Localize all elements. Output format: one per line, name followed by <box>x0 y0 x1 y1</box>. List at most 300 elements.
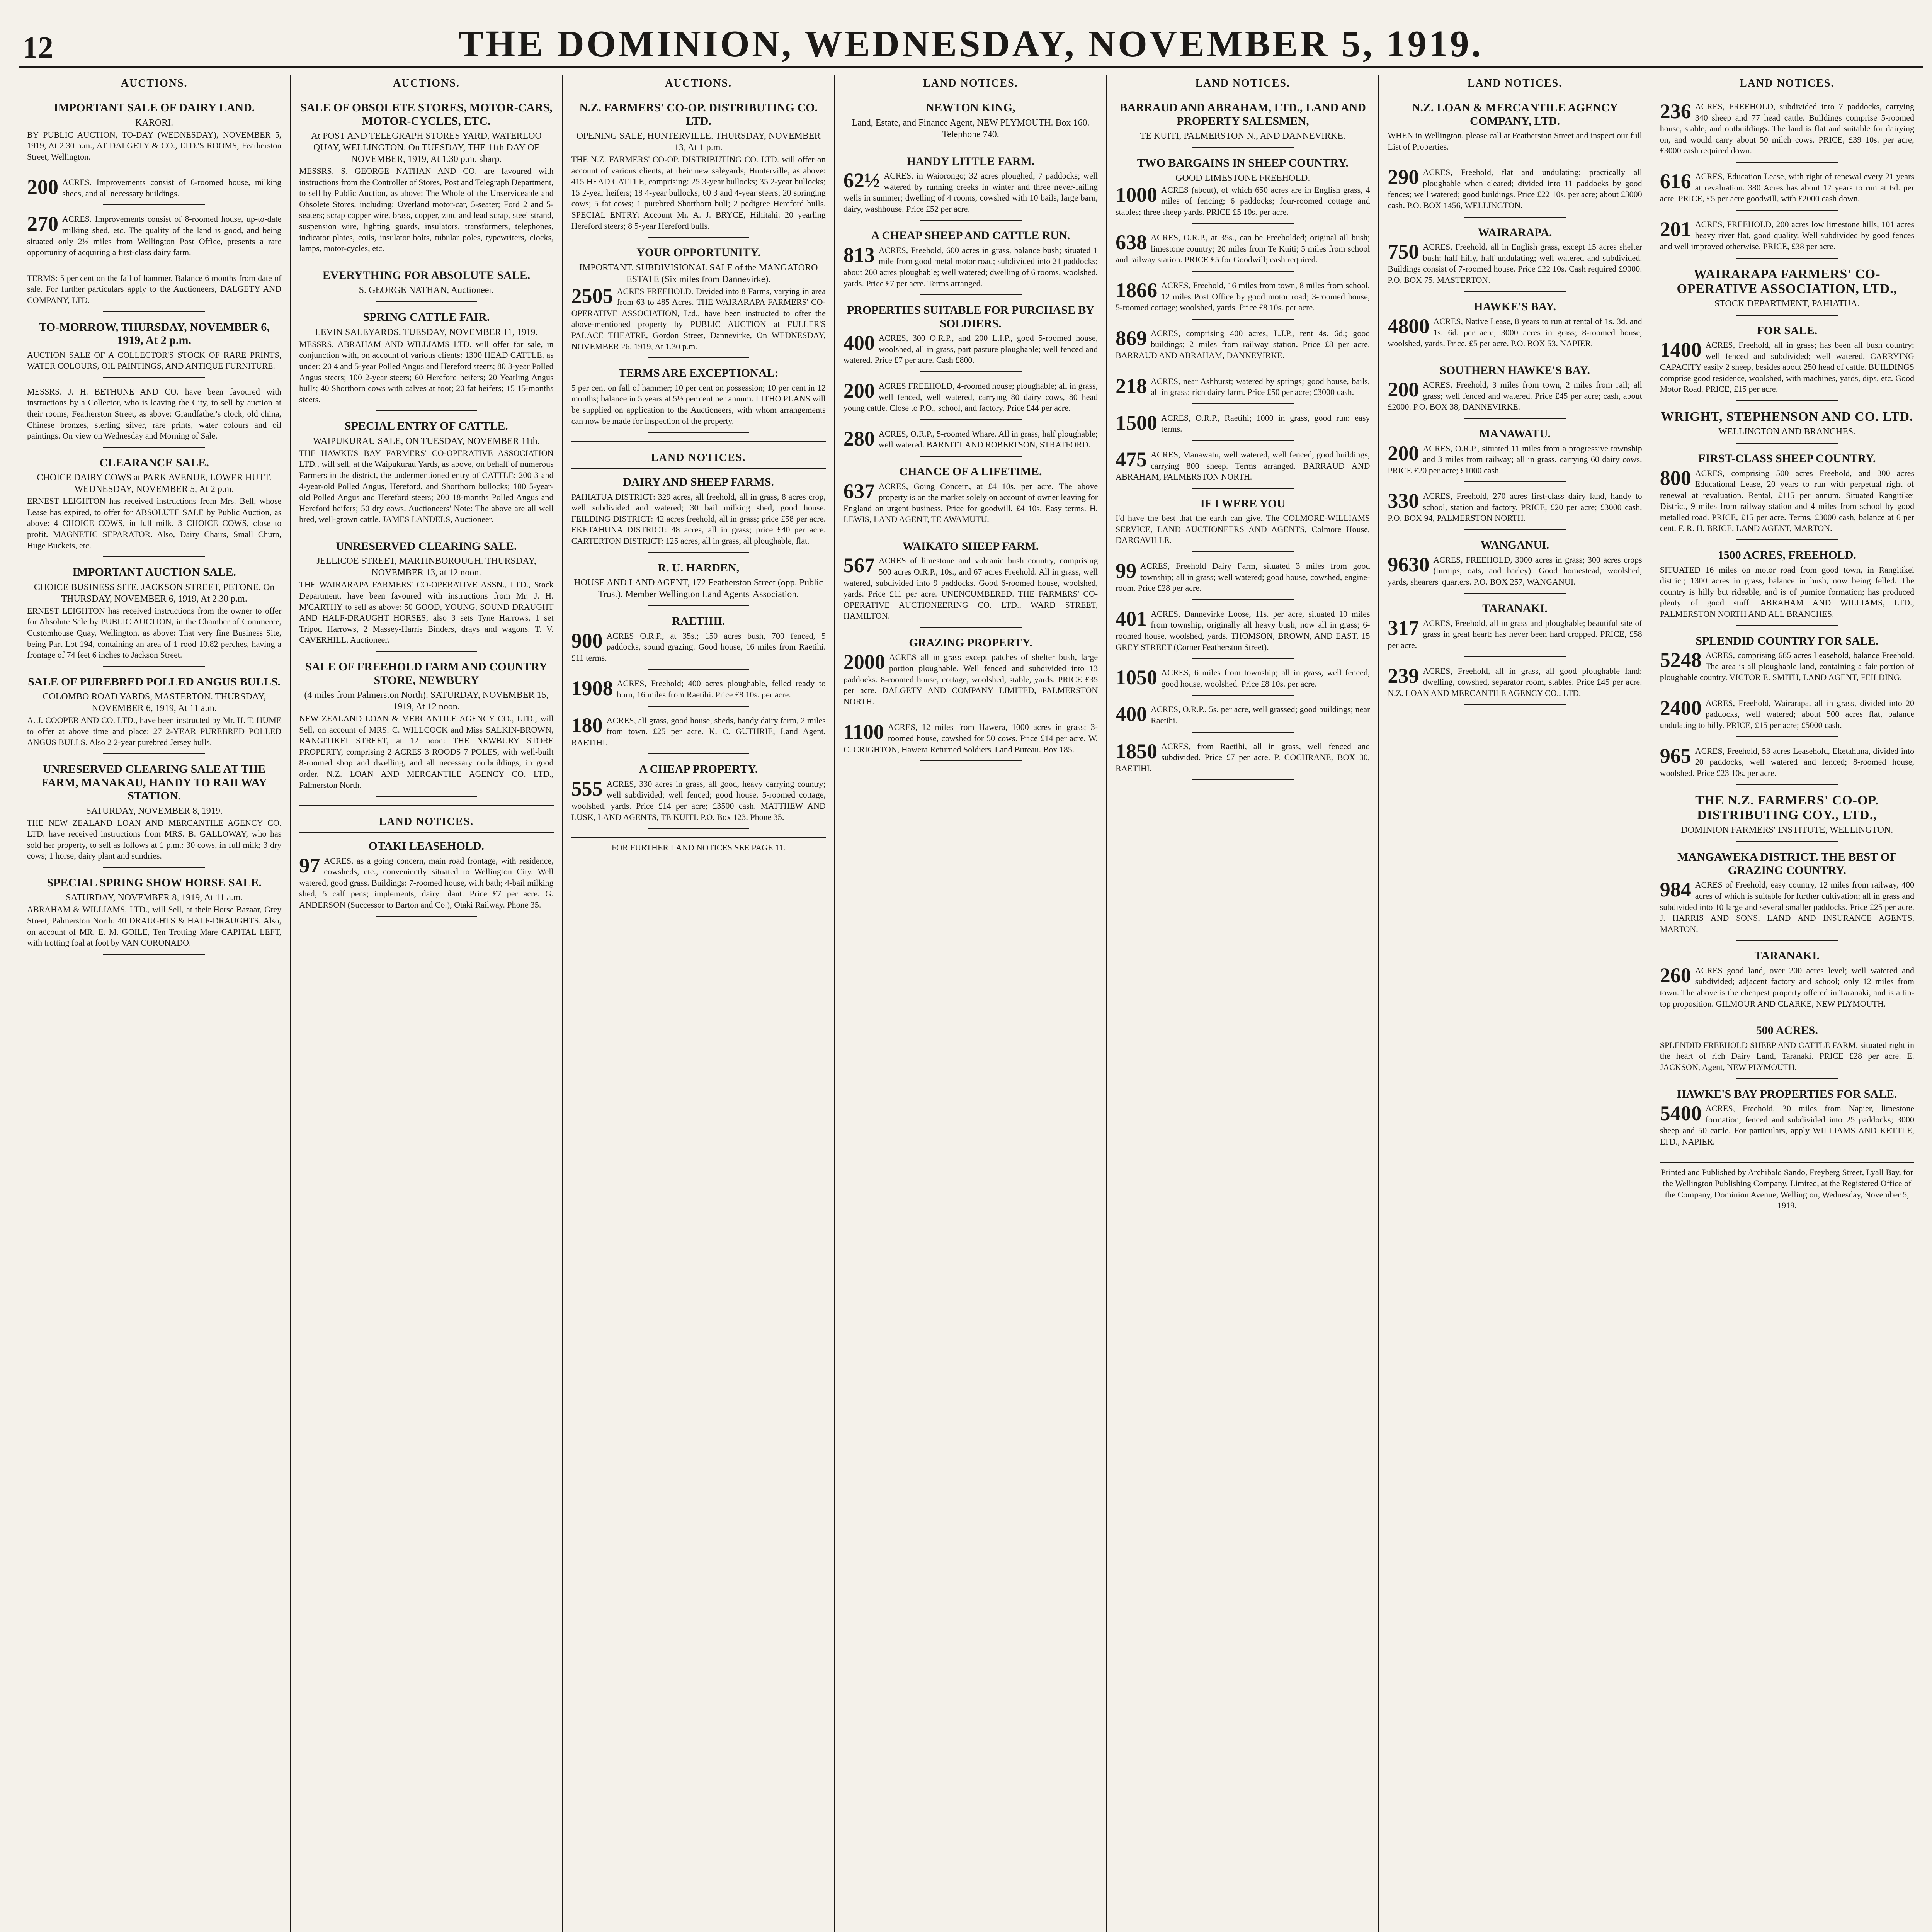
ad-body <box>1388 167 1642 211</box>
acreage-figure: 1000 <box>1116 183 1158 206</box>
ad-text: ACRES, Freehold, 53 acres Leasehold, Eketahuna, divided into 20 paddocks, well watered and fenced; 8-roomed house, woolshed. Price £23 10s. per acre. <box>1660 746 1914 778</box>
ad-title: SALE OF PUREBRED POLLED ANGUS BULLS. <box>28 675 281 688</box>
acreage-figure: 567 <box>843 554 875 577</box>
ad-divider <box>376 301 477 302</box>
acreage-figure: 218 <box>1116 374 1147 398</box>
advertiser-banner: WAIRARAPA FARMERS' CO-OPERATIVE ASSOCIATION, LTD., <box>1677 267 1898 296</box>
ad-subtitle: SATURDAY, NOVEMBER 8, 1919. <box>86 806 223 816</box>
section-rule <box>299 805 553 806</box>
ad-divider <box>1736 210 1838 211</box>
advertisement <box>27 763 281 868</box>
ad-text: ACRES, Freehold, all in English grass, except 15 acres shelter bush; half hilly, half undulating; well watered and subdivided. Buildings consist of 7-roomed house. Price £22 10s. Cash required £9000. P.O. BOX 75. MASTERTON. <box>1388 242 1642 285</box>
ad-body <box>844 429 1098 451</box>
ad-divider <box>1464 704 1566 705</box>
ad-subtitle: STOCK DEPARTMENT, PAHIATUA. <box>1714 298 1860 309</box>
advertisement <box>571 678 826 706</box>
ad-title: OTAKI LEASEHOLD. <box>368 840 485 853</box>
acreage-figure: 99 <box>1116 559 1137 583</box>
ad-text: ACRES, Going Concern, at £4 10s. per acre. The above property is on the market solely on account of owner leaving for England on urgent business. Price for goodwill, £4 10s. Easy terms. H. LEWIS, LAND AGENT, TE AWAMUTU. <box>843 481 1098 524</box>
ad-subtitle: HOUSE AND LAND AGENT, 172 Featherston Street (opp. Public Trust). Member Wellington Land Agents' Association. <box>574 578 823 600</box>
advertisement <box>1660 452 1914 540</box>
acreage-figure: 5400 <box>1660 1102 1702 1125</box>
ad-subtitle: JELLICOE STREET, MARTINBOROUGH. THURSDAY, NOVEMBER 13, at 12 noon. <box>316 556 536 578</box>
ad-text: ACRES, O.R.P., 5-roomed Whare. All in grass, half ploughable; well watered. BARNITT AND ROBERTSON, STRATFORD. <box>878 429 1098 450</box>
ad-title: EVERYTHING FOR ABSOLUTE SALE. <box>322 269 531 282</box>
ad-body <box>844 333 1098 366</box>
ad-body <box>1660 879 1914 935</box>
ad-body <box>1116 376 1370 398</box>
ad-text: ACRES, Freehold, Wairarapa, all in grass, divided into 20 paddocks, well watered; about 500 acres flat, balance undulating to hilly. PRICE, £15 per acre; £5000 cash. <box>1660 698 1914 730</box>
column-heading: LAND NOTICES. <box>844 75 1098 94</box>
ad-divider <box>1736 400 1838 401</box>
ad-body <box>1660 219 1914 252</box>
ad-text: ACRES, 12 miles from Hawera, 1000 acres in grass; 3-roomed house, cowshed for 50 cows. Price £14 per acre. W. C. CRIGHTON, Hawera Returned Soldiers' Land Bureau. Box 185. <box>843 722 1098 754</box>
advertisement <box>844 540 1098 628</box>
ad-divider <box>648 753 749 754</box>
ad-title: HAWKE'S BAY PROPERTIES FOR SALE. <box>1677 1087 1897 1100</box>
ad-body <box>1660 650 1914 683</box>
ad-divider <box>103 311 205 312</box>
ad-body <box>1116 561 1370 594</box>
column-3 <box>563 75 835 1932</box>
ad-text: ACRES, Freehold, flat and undulating; practically all ploughable when cleared; divided into 11 paddocks by good fences; well watered; good buildings. Price £22 10s. per acre; about £3000 cash. P.O. BOX 1456, WELLINGTON. <box>1388 167 1642 210</box>
ad-body <box>1660 746 1914 779</box>
ad-subtitle: (4 miles from Palmerston North). SATURDAY, NOVEMBER 15, 1919, At 12 noon. <box>304 690 549 712</box>
advertisement <box>844 722 1098 761</box>
acreage-figure: 900 <box>571 629 603 652</box>
ad-text: ACRES, Native Lease, 8 years to run at rental of 1s. 3d. and 1s. 6d. per acre; 3000 acres in grass; 8-roomed house, woolshed, yards. Price, £5 per acre. P.O. BOX 53. NAPIER. <box>1388 316 1642 349</box>
ad-divider <box>1192 147 1294 148</box>
ad-divider <box>1464 418 1566 419</box>
ad-divider <box>1736 625 1838 626</box>
ad-text: ACRES, Freehold, 600 acres in grass, balance bush; situated 1 mile from good metal motor road; subdivided into 21 paddocks; about 200 acres ploughable; well watered; dwelling of 6 rooms, woolshed, yards. Price £7 per acre. Terms arranged. <box>843 245 1098 288</box>
ad-divider <box>103 666 205 667</box>
ad-text: ACRES (about), of which 650 acres are in English grass, 4 miles of fencing; 6 paddocks; four-roomed cottage and stables; three sheep yards. PRICE £5 10s. per acre. <box>1116 185 1370 217</box>
ad-divider <box>1192 223 1294 224</box>
ad-divider <box>1192 599 1294 600</box>
ad-title: HANDY LITTLE FARM. <box>906 155 1035 168</box>
ad-divider <box>1192 403 1294 404</box>
acreage-figure: 1400 <box>1660 338 1702 362</box>
ad-title: R. U. HARDEN, <box>658 561 740 574</box>
ad-text: ACRES, Freehold, 270 acres first-class dairy land, handy to school, station and factory. PRICE, £20 per acre; £3000 cash. P.O. BOX 94, PALMERSTON NORTH. <box>1388 491 1642 523</box>
ad-divider <box>920 627 1021 628</box>
ad-divider <box>103 204 205 205</box>
ad-text: ACRES of limestone and volcanic bush country, comprising 500 acres O.R.P., 10s., and 67 acres Freehold. All in grass, well watered, subdivided into 9 paddocks. Good 6-roomed house, woolshed, yards. Price £11 per acre. UNENCUMBERED. THE FARMERS' CO-OPERATIVE AUCTIONEERING CO. LTD., WARD STREET, HAMILTON. <box>843 556 1098 621</box>
advertisement <box>1388 427 1642 482</box>
ad-title: 1500 ACRES, FREEHOLD. <box>1718 549 1857 562</box>
ad-text: ACRES all in grass except patches of shelter bush, large portion ploughable. Well fenced and subdivided into 13 paddocks. 8-roomed house, cottage, woolshed, stable, yards. PRICE £35 per acre. DALGETY AND COMPANY LIMITED, PALMERSTON NORTH. <box>843 652 1098 706</box>
ad-text: THE WAIRARAPA FARMERS' CO-OPERATIVE ASSN., LTD., Stock Department, have been favoured with instructions from Mr. J. H. M'CARTHY to sell as above: 50 GOOD, YOUNG, SOUND DRAUGHT AND HALF-DRAUGHT HORSES; also 3 sets Tyne Harrows, 1 set Tripod Harrows, 2 Massey-Harris Binders, drays and wagons. T. V. CAVERHILL, Auctioneer. <box>299 580 554 645</box>
advertisement <box>571 367 826 433</box>
ad-divider <box>1192 732 1294 733</box>
advertisement <box>844 636 1098 713</box>
acreage-figure: 965 <box>1660 744 1691 767</box>
ad-divider <box>648 237 749 238</box>
ad-text: ACRES, 300 O.R.P., and 200 L.I.P., good 5-roomed house, woolshed, all in grass, part pasture ploughable; well fenced and watered. Price £7 per acre. Cash £800. <box>843 333 1098 365</box>
ad-divider <box>103 753 205 754</box>
ad-body <box>27 496 281 551</box>
advertisement <box>27 273 281 312</box>
advertisement <box>299 420 553 531</box>
ad-body <box>571 779 826 823</box>
ad-divider <box>648 552 749 553</box>
acreage-figure: 9630 <box>1388 553 1430 576</box>
ad-body <box>1116 232 1370 265</box>
ad-divider <box>920 419 1021 420</box>
ad-subtitle: IMPORTANT. SUBDIVISIONAL SALE of the MANGATORO ESTATE (Six miles from Dannevirke). <box>579 262 818 284</box>
section-heading: LAND NOTICES. <box>299 813 553 833</box>
ad-body <box>1660 965 1914 1009</box>
ad-text: ACRES, FREEHOLD, 3000 acres in grass; 300 acres crops (turnips, oats, and barley). Good homestead, woolshed, yards, shearers' quarters. P.O. BOX 257, WANGANUI. <box>1388 554 1642 587</box>
advertisement <box>1388 101 1642 158</box>
ad-title: DAIRY AND SHEEP FARMS. <box>623 476 774 489</box>
ad-title: A CHEAP PROPERTY. <box>639 763 758 776</box>
acreage-figure: 401 <box>1116 607 1147 630</box>
ad-body <box>27 715 281 748</box>
ad-text: NEW ZEALAND LOAN & MERCANTILE AGENCY CO., LTD., will Sell, on account of MRS. C. WILLCOCK and Miss SALKIN-BROWN, RANGITIKEI STREET, at 12 noon: THE NEWBURY STORE PROPERTY, comprising 2 ACRES 3 ROODS 7 POLES, with well-built 8-roomed shop and dwelling, and all necessary outbuildings, in good order. N.Z. LOAN AND MERCANTILE AGENCY CO. LTD., Palmerston North. <box>299 714 554 790</box>
ad-body <box>571 715 826 748</box>
ad-text: THE HAWKE'S BAY FARMERS' CO-OPERATIVE ASSOCIATION LTD., will sell, at the Waipukurau Yards, as above, on behalf of numerous Farmers in the district, the undermentioned entry of CATTLE: 200 3 and 4-year-old Polled Angus, Hereford, and Shorthorn bullocks; 100 5-year-old Polled Angus and Hereford steers; 200 18-months Polled Angus and Hereford heifers; 50 dry cows. Auctioneers' Note: The above are all well bred, well-grown cattle. JAMES LANDELS, Auctioneer. <box>299 448 554 524</box>
ad-text: MESSRS. ABRAHAM AND WILLIAMS LTD. will offer for sale, in conjunction with, on account of various clients: 1300 HEAD CATTLE, as under: 20 4 and 5-year Polled Angus and Hereford steers; 80 3-year Polled Angus steers; 100 2-year steers; 60 Hereford heifers; 20 Yearling Angus bulls; 40 Shorthorn cows with calves at foot; 20 fat heifers; 15 15-months steers. <box>299 339 554 404</box>
ad-divider <box>1736 162 1838 163</box>
advertisement <box>1116 101 1370 148</box>
advertisement <box>1116 413 1370 441</box>
acreage-figure: 200 <box>1388 441 1419 465</box>
ad-body <box>1116 328 1370 361</box>
acreage-figure: 400 <box>843 331 875 355</box>
ad-text: ACRES, O.R.P., at 35s., can be Freeholded; original all bush; limestone country; 20 miles from Te Kuiti; 5 miles from school and railway station. PRICE £5 for Goodwill; cash required. <box>1116 233 1370 265</box>
ad-body <box>1388 491 1642 524</box>
ad-title: IMPORTANT AUCTION SALE. <box>72 566 236 579</box>
ad-title: FIRST-CLASS SHEEP COUNTRY. <box>1698 452 1876 465</box>
ad-divider <box>648 706 749 707</box>
ad-divider <box>1736 1078 1838 1079</box>
acreage-figure: 2505 <box>571 284 613 308</box>
ad-title: FOR SALE. <box>1757 324 1818 337</box>
advertisement <box>844 381 1098 420</box>
advertisement <box>27 876 281 955</box>
ad-title: SPRING CATTLE FAIR. <box>363 311 490 324</box>
column-heading: AUCTIONS. <box>27 75 281 94</box>
advertisement <box>844 304 1098 372</box>
ad-title: A CHEAP SHEEP AND CATTLE RUN. <box>871 229 1070 242</box>
ad-title: CLEARANCE SALE. <box>99 456 209 469</box>
ad-text: WHEN in Wellington, please call at Featherston Street and inspect our full List of Properties. <box>1388 131 1642 151</box>
advertisement <box>1660 850 1914 941</box>
ad-subtitle: COLOMBO ROAD YARDS, MASTERTON. THURSDAY, NOVEMBER 6, 1919, At 11 a.m. <box>43 692 266 714</box>
column-container <box>19 75 1923 1932</box>
ad-text: ACRES, Freehold, all in grass and ploughable; beautiful site of grass in great heart; has never been hard cropped. PRICE, £58 per acre. <box>1388 618 1642 650</box>
advertisement <box>844 465 1098 531</box>
ad-text: TERMS: 5 per cent on the fall of hammer. Balance 6 months from date of sale. For further particulars apply to the Auctioneers, DALGETY AND COMPANY, LTD. <box>27 273 282 305</box>
acreage-figure: 638 <box>1116 231 1147 254</box>
ad-body <box>571 286 826 352</box>
advertisement <box>1388 364 1642 419</box>
advertisement <box>27 456 281 557</box>
acreage-figure: 800 <box>1660 466 1691 490</box>
ad-body <box>299 448 553 525</box>
ad-body <box>844 170 1098 214</box>
advertisement <box>571 561 826 607</box>
ad-divider <box>648 432 749 433</box>
ad-text: ACRES, comprising 685 acres Leasehold, balance Freehold. The area is all ploughable land, containing a fair portion of ploughable country. VICTOR E. SMITH, LAND AGENT, FEILDING. <box>1660 650 1914 682</box>
acreage-figure: 475 <box>1116 448 1147 471</box>
ad-text: ERNEST LEIGHTON has received instructions from the owner to offer for Absolute Sale by PUBLIC AUCTION, in the Chamber of Commerce, Customhouse Quay, Wellington, as above: That very fine Business Site, being Part Lot 194, containing an area of 1 rood 10.82 perches, having a frontage of 74 feet 6 inches to Jackson Street. <box>27 605 282 660</box>
ad-subtitle: OPENING SALE, HUNTERVILLE. THURSDAY, NOVEMBER 13, At 1 p.m. <box>576 131 821 153</box>
acreage-figure: 62½ <box>843 169 880 192</box>
advertisement <box>27 214 281 264</box>
column-2 <box>291 75 563 1932</box>
ad-body <box>27 904 281 948</box>
ad-title: SPECIAL SPRING SHOW HORSE SALE. <box>47 876 262 889</box>
ad-text: SITUATED 16 miles on motor road from good town, in Rangitikei district; 1300 acres in grass, balance in bush, now being felled. The country is hilly but rideable, and is of pumice formation; has produced plenty of good stuff. ABRAHAM AND WILLIAMS, LTD., PALMERSTON NORTH AND ALL BRANCHES. <box>1660 565 1914 619</box>
ad-body <box>27 214 281 258</box>
advertisement <box>1116 741 1370 781</box>
page-number: 12 <box>22 31 53 65</box>
ad-divider <box>103 447 205 448</box>
ad-subtitle: KARORI. <box>135 117 173 128</box>
advertisement <box>1116 232 1370 272</box>
ad-body <box>1388 443 1642 476</box>
ad-divider <box>1192 779 1294 780</box>
advertisement <box>1388 666 1642 705</box>
advertisement <box>1660 324 1914 401</box>
advertisement <box>299 311 553 411</box>
ad-divider <box>648 357 749 358</box>
advertisement <box>571 101 826 238</box>
ad-title: RAETIHI. <box>672 615 725 628</box>
ad-text: ACRES, FREEHOLD, subdivided into 7 paddocks, carrying 340 sheep and 77 head cattle. Buildings comprise 5-roomed house, stable, and outbuildings. The land is flat and suitable for dairying on, and would carry about 50 milch cows. PRICE, £39 10s. per acre; £3000 cash required down. <box>1660 102 1914 156</box>
ad-title: N.Z. LOAN & MERCANTILE AGENCY COMPANY, LTD. <box>1412 101 1618 128</box>
ad-body <box>1660 565 1914 620</box>
advertisement <box>1116 497 1370 552</box>
ad-divider <box>1736 736 1838 737</box>
advertisement <box>1116 561 1370 600</box>
ad-text: ACRES, FREEHOLD, 200 acres low limestone hills, 101 acres heavy river flat, good quality. Well subdivided by good fences and well improved otherwise. PRICE, £38 per acre. <box>1660 219 1914 251</box>
ad-title: SALE OF FREEHOLD FARM AND COUNTRY STORE, NEWBURY <box>305 660 548 687</box>
acreage-figure: 1850 <box>1116 739 1158 763</box>
ad-body <box>299 339 553 405</box>
advertisement <box>1660 171 1914 211</box>
ad-title: BARRAUD AND ABRAHAM, LTD., LAND AND PROPERTY SALESMEN, <box>1119 101 1366 128</box>
advertisement <box>1116 609 1370 659</box>
column-footer: FOR FURTHER LAND NOTICES SEE PAGE 11. <box>571 837 826 854</box>
acreage-figure: 270 <box>27 212 58 236</box>
advertisement <box>1660 1088 1914 1154</box>
ad-text: ACRES, as a going concern, main road frontage, with residence, cowsheds, etc., conveniently situated to Wellington City. Well watered, good grass. Buildings: 7-roomed house, with bath; 4-bail milking shed, 5 calf pens; implements, dairy plant. Price £7 per acre. G. ANDERSON (Successor to Barton and Co.), Otaki Railway. Phone 35. <box>299 855 554 910</box>
ad-text: ACRES, near Ashhurst; watered by springs; good house, bails, all in grass; rich dairy farm. Price £50 per acre; £3000 cash. <box>1151 376 1370 397</box>
ad-title: TARANAKI. <box>1482 602 1548 615</box>
ad-title: HAWKE'S BAY. <box>1474 300 1556 313</box>
advertisement <box>27 675 281 754</box>
advertisement <box>1116 156 1370 224</box>
ad-text: ACRES, Freehold, 16 miles from town, 8 miles from school, 12 miles Post Office by good motor road; 3-roomed house, 5-roomed cottage; woolshed, yards. Price £8 10s. per acre. <box>1116 281 1370 313</box>
ad-subtitle: DOMINION FARMERS' INSTITUTE, WELLINGTON. <box>1681 825 1893 835</box>
ad-divider <box>1736 443 1838 444</box>
ad-text: ACRES, Education Lease, with right of renewal every 21 years at revaluation. 380 Acres has about 17 years to run at 6d. per acre. PRICE, £5 per acre goodwill, with £2000 cash down. <box>1660 171 1914 204</box>
acreage-figure: 1500 <box>1116 411 1158 434</box>
ad-divider <box>103 867 205 868</box>
ad-body <box>1660 340 1914 395</box>
advertisement <box>571 715 826 755</box>
advertisement <box>844 429 1098 457</box>
ad-body <box>844 245 1098 289</box>
ad-divider <box>103 954 205 955</box>
ad-body <box>1660 171 1914 204</box>
ad-text: A. J. COOPER AND CO. LTD., have been instructed by Mr. H. T. HUME to offer at above time and place: 27 2-YEAR PUREBRED POLLED ANGUS BULLS. Also 2 2-year purebred Jersey bulls. <box>27 715 282 747</box>
ad-divider <box>1464 529 1566 530</box>
advertisement <box>27 321 281 378</box>
ad-body <box>27 818 281 862</box>
column-heading: LAND NOTICES. <box>1116 75 1370 94</box>
ad-divider <box>103 377 205 378</box>
column-7 <box>1651 75 1923 1932</box>
acreage-figure: 1050 <box>1116 666 1158 689</box>
ad-text: ACRES, 6 miles from township; all in grass, well fenced, good house, woolshed. Price £8 10s. per acre. <box>1161 668 1370 689</box>
ad-text: ACRES, Freehold Dairy Farm, situated 3 miles from good township; all in grass; well watered; good house, cowshed, engine-room. Price £28 per acre. <box>1116 561 1370 593</box>
ad-body <box>1116 449 1370 483</box>
ad-divider <box>376 796 477 797</box>
ad-divider <box>1736 539 1838 540</box>
ad-text: ACRES, comprising 400 acres, L.I.P., rent 4s. 6d.; good buildings; 2 miles from railway station. Price £8 per acre. BARRAUD AND ABRAHAM, DANNEVIRKE. <box>1116 328 1370 361</box>
ad-subtitle: LEVIN SALEYARDS. TUESDAY, NOVEMBER 11, 1919. <box>315 327 538 337</box>
ad-title: TWO BARGAINS IN SHEEP COUNTRY. <box>1137 156 1349 169</box>
ad-divider <box>920 371 1021 372</box>
ad-title: TARANAKI. <box>1754 949 1820 963</box>
advertisement <box>27 101 281 168</box>
ad-divider <box>920 456 1021 457</box>
ad-subtitle: Land, Estate, and Finance Agent, NEW PLYMOUTH. Box 160. Telephone 740. <box>852 117 1090 139</box>
ad-text: ACRES, O.R.P., situated 11 miles from a progressive township and 3 miles from railway; all in grass, carrying 60 dairy cows. PRICE £20 per acre; £1000 cash. <box>1388 443 1642 475</box>
acreage-figure: 2000 <box>843 650 885 674</box>
advertisement <box>27 566 281 667</box>
advertisement <box>1660 793 1914 842</box>
ad-body <box>1660 698 1914 731</box>
ad-text: ACRES, all grass, good house, sheds, handy dairy farm, 2 miles from town. £25 per acre. K. C. GUTHRIE, Land Agent, RAETIHI. <box>571 715 826 747</box>
ad-divider <box>376 410 477 411</box>
ad-title: GRAZING PROPERTY. <box>909 636 1032 649</box>
ad-title: WANGANUI. <box>1480 539 1549 552</box>
ad-subtitle: CHOICE DAIRY COWS at PARK AVENUE, LOWER HUTT. WEDNESDAY, NOVEMBER 5, At 2 p.m. <box>37 473 272 495</box>
ad-divider <box>1736 315 1838 316</box>
ad-body <box>1388 554 1642 588</box>
ad-body <box>844 381 1098 414</box>
advertisement <box>1388 226 1642 292</box>
ad-body <box>1388 666 1642 699</box>
column-4 <box>835 75 1107 1932</box>
ad-text: ABRAHAM & WILLIAMS, LTD., will Sell, at their Horse Bazaar, Grey Street, Palmerston North: 40 DRAUGHTS & HALF-DRAUGHTS. Also, on account of MR. E. M. GOILE, Ten Trotting Mare CAPITAL LEFT, with trotting foal at foot by VAN CORONADO. <box>27 905 282 948</box>
section-rule <box>571 441 826 442</box>
column-1 <box>19 75 291 1932</box>
ad-text: ACRES, O.R.P., 5s. per acre, well grassed; good buildings; near Raetihi. <box>1151 704 1370 725</box>
ad-text: ACRES, O.R.P., Raetihi; 1000 in grass, good run; easy terms. <box>1161 413 1370 434</box>
advertisement <box>299 101 553 260</box>
ad-body <box>27 273 281 306</box>
ad-divider <box>1464 291 1566 292</box>
ad-body <box>1116 513 1370 546</box>
ad-divider <box>1464 656 1566 657</box>
advertisement <box>1660 1024 1914 1079</box>
ad-title: WAIRARAPA. <box>1478 226 1552 239</box>
acreage-figure: 637 <box>843 479 875 503</box>
acreage-figure: 200 <box>843 379 875 403</box>
ad-title: 500 ACRES. <box>1756 1024 1818 1037</box>
acreage-figure: 290 <box>1388 165 1419 189</box>
ad-body <box>299 166 553 254</box>
ad-body <box>571 383 826 427</box>
section-heading: LAND NOTICES. <box>571 449 826 469</box>
ad-divider <box>1192 440 1294 441</box>
ad-body <box>299 855 553 911</box>
acreage-figure: 200 <box>1388 378 1419 401</box>
ad-divider <box>648 605 749 606</box>
advertisement <box>1660 549 1914 626</box>
ad-divider <box>648 828 749 829</box>
advertisement <box>299 269 553 303</box>
ad-text: ACRES. Improvements consist of 6-roomed house, milking sheds, and all necessary buildings. <box>62 177 282 198</box>
ad-body <box>1116 741 1370 774</box>
advertisement <box>1116 376 1370 404</box>
ad-subtitle: At POST AND TELEGRAPH STORES YARD, WATERLOO QUAY, WELLINGTON. On TUESDAY, THE 11th DAY OF NOVEMBER, 1919, At 1.30 p.m. sharp. <box>311 131 542 164</box>
acreage-figure: 1908 <box>571 677 613 700</box>
ad-subtitle: TE KUITI, PALMERSTON N., AND DANNEVIRKE. <box>1140 131 1345 141</box>
ad-title: WAIKATO SHEEP FARM. <box>902 539 1039 553</box>
acreage-figure: 616 <box>1660 169 1691 193</box>
ad-subtitle: WELLINGTON AND BRANCHES. <box>1718 427 1856 437</box>
ad-text: BY PUBLIC AUCTION, TO-DAY (WEDNESDAY), NOVEMBER 5, 1919, At 2.30 p.m., AT DALGETY & CO., LTD.'S ROOMS, Featherston Street, Wellington. <box>27 129 282 162</box>
ad-text: ACRES. Improvements consist of 8-roomed house, up-to-date milking shed, etc. The quality of the land is good, and being situated only 2½ miles from Wellington Post Office, presents a rare opportunity of acquiring a first-class dairy farm. <box>27 214 282 257</box>
ad-body <box>1660 1040 1914 1073</box>
ad-title: SPECIAL ENTRY OF CATTLE. <box>344 420 508 433</box>
ad-text: ACRES, Freehold; 400 acres ploughable, felled ready to burn, 16 miles from Raetihi. Price £8 10s. per acre. <box>617 679 826 699</box>
acreage-figure: 330 <box>1388 489 1419 513</box>
ad-title: MANGAWEKA DISTRICT. THE BEST OF GRAZING COUNTRY. <box>1677 850 1897 877</box>
ad-title: UNRESERVED CLEARING SALE. <box>336 539 517 553</box>
column-heading: AUCTIONS. <box>299 75 553 94</box>
column-footer: Printed and Published by Archibald Sando, Freyberg Street, Lyall Bay, for the Wellington Publishing Company, Limited, at the Registered Office of the Company, Dominion Avenue, Wellington, Wednesday, November 5, 1919. <box>1660 1162 1914 1211</box>
ad-title: SALE OF OBSOLETE STORES, MOTOR-CARS, MOTOR-CYCLES, ETC. <box>300 101 553 128</box>
ad-text: I'd have the best that the earth can give. The COLMORE-WILLIAMS SERVICE, LAND AUCTIONEERS AND AGENTS, Colmore House, DARGAVILLE. <box>1116 513 1370 545</box>
ad-body <box>1388 130 1642 152</box>
ad-title: YOUR OPPORTUNITY. <box>636 246 761 259</box>
ad-subtitle: WAIPUKURAU SALE, ON TUESDAY, NOVEMBER 11th. <box>313 436 540 446</box>
advertisement <box>1660 101 1914 163</box>
acreage-figure: 200 <box>27 175 58 199</box>
advertisement <box>1116 280 1370 320</box>
ad-title: TERMS ARE EXCEPTIONAL: <box>619 367 779 380</box>
ad-body <box>1116 413 1370 435</box>
acreage-figure: 317 <box>1388 616 1419 639</box>
advertisement <box>27 177 281 205</box>
advertisement <box>1660 410 1914 444</box>
advertisement <box>1116 667 1370 696</box>
ad-title: NEWTON KING, <box>926 101 1015 114</box>
advertisement <box>1388 491 1642 530</box>
ad-text: ACRES, from Raetihi, all in grass, well fenced and subdivided. Price £7 per acre. P. COCHRANE, BOX 30, RAETIHI. <box>1116 741 1370 773</box>
acreage-figure: 555 <box>571 777 603 800</box>
ad-text: MESSRS. J. H. BETHUNE AND CO. have been favoured with instructions by a Collector, who is leaving the City, to sell by auction at their rooms, Featherston Street, as above: Grandfather's clock, old china, Chinese bronzes, sterling silver, rare prints, water colours and oil paintings. On view on Wednesday and Morning of Sale. <box>27 386 282 441</box>
ad-text: ACRES, Manawatu, well watered, well fenced, good buildings, carrying 800 sheep. Terms arranged. BARRAUD AND ABRAHAM, PALMERSTON NORTH. <box>1116 450 1370 482</box>
ad-body <box>571 631 826 664</box>
ad-divider <box>1192 551 1294 552</box>
acreage-figure: 97 <box>299 854 320 877</box>
acreage-figure: 750 <box>1388 240 1419 264</box>
acreage-figure: 5248 <box>1660 648 1702 672</box>
ad-title: N.Z. FARMERS' CO-OP. DISTRIBUTING CO. LTD. <box>579 101 818 128</box>
advertisement <box>571 615 826 670</box>
ad-body <box>1116 185 1370 218</box>
